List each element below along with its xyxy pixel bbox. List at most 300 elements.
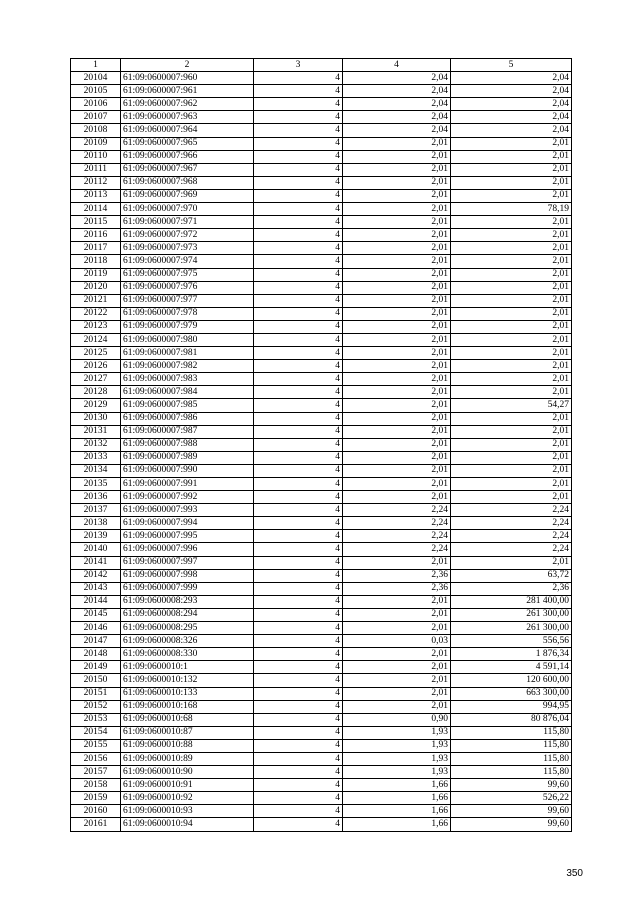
cadastral-number-cell: 61:09:0600007:962 bbox=[121, 98, 254, 111]
row-index-cell: 20154 bbox=[71, 726, 121, 739]
column-5-cell: 1 876,34 bbox=[451, 648, 572, 661]
column-5-cell: 2,01 bbox=[451, 478, 572, 491]
column-4-cell: 2,04 bbox=[343, 124, 451, 137]
cadastral-number-cell: 61:09:0600007:989 bbox=[121, 451, 254, 464]
column-4-cell: 2,04 bbox=[343, 98, 451, 111]
row-index-cell: 20134 bbox=[71, 464, 121, 477]
row-index-cell: 20106 bbox=[71, 98, 121, 111]
row-index-cell: 20153 bbox=[71, 713, 121, 726]
cadastral-number-cell: 61:09:0600010:89 bbox=[121, 752, 254, 765]
table-row bbox=[71, 150, 572, 163]
table-row bbox=[71, 425, 572, 438]
column-3-cell: 4 bbox=[254, 320, 343, 333]
table-row bbox=[71, 124, 572, 137]
column-5-cell: 2,24 bbox=[451, 543, 572, 556]
cadastral-number-cell: 61:09:0600007:982 bbox=[121, 360, 254, 373]
cadastral-number-cell: 61:09:0600007:980 bbox=[121, 333, 254, 346]
table-row bbox=[71, 582, 572, 595]
column-3-cell: 4 bbox=[254, 556, 343, 569]
column-4-cell: 1,66 bbox=[343, 779, 451, 792]
column-5-cell: 115,80 bbox=[451, 726, 572, 739]
column-3-cell: 4 bbox=[254, 582, 343, 595]
row-index-cell: 20125 bbox=[71, 347, 121, 360]
column-3-cell: 4 bbox=[254, 150, 343, 163]
column-4-cell: 2,04 bbox=[343, 72, 451, 85]
column-4-cell: 2,01 bbox=[343, 595, 451, 608]
cadastral-number-cell: 61:09:0600008:293 bbox=[121, 595, 254, 608]
table-row bbox=[71, 189, 572, 202]
column-3-cell: 4 bbox=[254, 622, 343, 635]
column-4-cell: 0,03 bbox=[343, 635, 451, 648]
column-4-cell: 2,01 bbox=[343, 176, 451, 189]
column-header-1: 1 bbox=[71, 59, 121, 72]
table-header-row bbox=[71, 59, 572, 72]
column-5-cell: 261 300,00 bbox=[451, 608, 572, 621]
column-4-cell: 2,01 bbox=[343, 137, 451, 150]
table-row bbox=[71, 464, 572, 477]
row-index-cell: 20160 bbox=[71, 805, 121, 818]
table-row bbox=[71, 229, 572, 242]
cadastral-number-cell: 61:09:0600007:981 bbox=[121, 347, 254, 360]
column-4-cell: 1,93 bbox=[343, 726, 451, 739]
column-5-cell: 2,24 bbox=[451, 530, 572, 543]
column-3-cell: 4 bbox=[254, 478, 343, 491]
column-5-cell: 2,24 bbox=[451, 517, 572, 530]
row-index-cell: 20116 bbox=[71, 229, 121, 242]
cadastral-number-cell: 61:09:0600010:92 bbox=[121, 792, 254, 805]
column-5-cell: 2,01 bbox=[451, 294, 572, 307]
row-index-cell: 20113 bbox=[71, 189, 121, 202]
row-index-cell: 20157 bbox=[71, 766, 121, 779]
column-5-cell: 2,01 bbox=[451, 137, 572, 150]
cadastral-number-cell: 61:09:0600007:991 bbox=[121, 478, 254, 491]
row-index-cell: 20148 bbox=[71, 648, 121, 661]
column-4-cell: 0,90 bbox=[343, 713, 451, 726]
column-5-cell: 261 300,00 bbox=[451, 622, 572, 635]
table-row bbox=[71, 216, 572, 229]
column-5-cell: 2,24 bbox=[451, 504, 572, 517]
column-4-cell: 2,01 bbox=[343, 700, 451, 713]
column-5-cell: 99,60 bbox=[451, 779, 572, 792]
column-5-cell: 2,36 bbox=[451, 582, 572, 595]
column-3-cell: 4 bbox=[254, 163, 343, 176]
column-4-cell: 2,01 bbox=[343, 491, 451, 504]
row-index-cell: 20121 bbox=[71, 294, 121, 307]
row-index-cell: 20159 bbox=[71, 792, 121, 805]
column-5-cell: 54,27 bbox=[451, 399, 572, 412]
cadastral-number-cell: 61:09:0600007:995 bbox=[121, 530, 254, 543]
cadastral-number-cell: 61:09:0600010:87 bbox=[121, 726, 254, 739]
column-3-cell: 4 bbox=[254, 347, 343, 360]
row-index-cell: 20118 bbox=[71, 255, 121, 268]
column-4-cell: 2,01 bbox=[343, 307, 451, 320]
column-5-cell: 2,01 bbox=[451, 360, 572, 373]
column-4-cell: 2,01 bbox=[343, 464, 451, 477]
column-5-cell: 2,04 bbox=[451, 124, 572, 137]
row-index-cell: 20127 bbox=[71, 373, 121, 386]
column-4-cell: 2,01 bbox=[343, 360, 451, 373]
column-4-cell: 1,66 bbox=[343, 805, 451, 818]
row-index-cell: 20142 bbox=[71, 569, 121, 582]
column-3-cell: 4 bbox=[254, 530, 343, 543]
column-5-cell: 99,60 bbox=[451, 805, 572, 818]
column-5-cell: 2,01 bbox=[451, 150, 572, 163]
cadastral-number-cell: 61:09:0600007:963 bbox=[121, 111, 254, 124]
column-3-cell: 4 bbox=[254, 255, 343, 268]
row-index-cell: 20149 bbox=[71, 661, 121, 674]
column-4-cell: 1,66 bbox=[343, 792, 451, 805]
row-index-cell: 20138 bbox=[71, 517, 121, 530]
cadastral-number-cell: 61:09:0600007:968 bbox=[121, 176, 254, 189]
table-row bbox=[71, 320, 572, 333]
column-3-cell: 4 bbox=[254, 189, 343, 202]
column-3-cell: 4 bbox=[254, 399, 343, 412]
column-4-cell: 2,01 bbox=[343, 687, 451, 700]
table-row bbox=[71, 347, 572, 360]
cadastral-number-cell: 61:09:0600007:971 bbox=[121, 216, 254, 229]
row-index-cell: 20152 bbox=[71, 700, 121, 713]
column-3-cell: 4 bbox=[254, 98, 343, 111]
column-4-cell: 2,01 bbox=[343, 451, 451, 464]
table-row bbox=[71, 766, 572, 779]
column-4-cell: 2,01 bbox=[343, 320, 451, 333]
row-index-cell: 20158 bbox=[71, 779, 121, 792]
column-4-cell: 2,01 bbox=[343, 242, 451, 255]
row-index-cell: 20139 bbox=[71, 530, 121, 543]
cadastral-number-cell: 61:09:0600007:994 bbox=[121, 517, 254, 530]
cadastral-number-cell: 61:09:0600010:133 bbox=[121, 687, 254, 700]
column-3-cell: 4 bbox=[254, 242, 343, 255]
table-row bbox=[71, 595, 572, 608]
row-index-cell: 20120 bbox=[71, 281, 121, 294]
column-3-cell: 4 bbox=[254, 412, 343, 425]
column-header-5: 5 bbox=[451, 59, 572, 72]
column-3-cell: 4 bbox=[254, 425, 343, 438]
table-row bbox=[71, 792, 572, 805]
column-5-cell: 2,01 bbox=[451, 491, 572, 504]
table-body bbox=[71, 72, 572, 831]
column-5-cell: 115,80 bbox=[451, 766, 572, 779]
row-index-cell: 20133 bbox=[71, 451, 121, 464]
column-4-cell: 2,01 bbox=[343, 674, 451, 687]
column-3-cell: 4 bbox=[254, 438, 343, 451]
row-index-cell: 20107 bbox=[71, 111, 121, 124]
column-4-cell: 2,01 bbox=[343, 163, 451, 176]
table-row bbox=[71, 674, 572, 687]
cadastral-number-cell: 61:09:0600010:93 bbox=[121, 805, 254, 818]
table-row bbox=[71, 504, 572, 517]
cadastral-number-cell: 61:09:0600007:961 bbox=[121, 85, 254, 98]
table-row bbox=[71, 176, 572, 189]
column-4-cell: 2,24 bbox=[343, 517, 451, 530]
table-row bbox=[71, 137, 572, 150]
cadastral-number-cell: 61:09:0600007:998 bbox=[121, 569, 254, 582]
table-row bbox=[71, 556, 572, 569]
column-3-cell: 4 bbox=[254, 543, 343, 556]
column-4-cell: 2,01 bbox=[343, 281, 451, 294]
column-5-cell: 2,04 bbox=[451, 72, 572, 85]
column-5-cell: 2,01 bbox=[451, 373, 572, 386]
column-5-cell: 2,01 bbox=[451, 425, 572, 438]
table-row bbox=[71, 373, 572, 386]
row-index-cell: 20128 bbox=[71, 386, 121, 399]
column-5-cell: 2,01 bbox=[451, 347, 572, 360]
column-4-cell: 2,01 bbox=[343, 608, 451, 621]
table-row bbox=[71, 622, 572, 635]
column-4-cell: 2,24 bbox=[343, 530, 451, 543]
column-5-cell: 2,01 bbox=[451, 438, 572, 451]
table-row bbox=[71, 72, 572, 85]
column-5-cell: 2,01 bbox=[451, 281, 572, 294]
column-4-cell: 2,01 bbox=[343, 478, 451, 491]
column-4-cell: 2,01 bbox=[343, 255, 451, 268]
column-5-cell: 80 876,04 bbox=[451, 713, 572, 726]
column-3-cell: 4 bbox=[254, 85, 343, 98]
column-5-cell: 63,72 bbox=[451, 569, 572, 582]
column-4-cell: 2,36 bbox=[343, 582, 451, 595]
row-index-cell: 20131 bbox=[71, 425, 121, 438]
column-4-cell: 2,01 bbox=[343, 333, 451, 346]
column-4-cell: 2,01 bbox=[343, 412, 451, 425]
column-3-cell: 4 bbox=[254, 294, 343, 307]
table-row bbox=[71, 242, 572, 255]
cadastral-number-cell: 61:09:0600007:978 bbox=[121, 307, 254, 320]
row-index-cell: 20147 bbox=[71, 635, 121, 648]
cadastral-number-cell: 61:09:0600007:984 bbox=[121, 386, 254, 399]
row-index-cell: 20135 bbox=[71, 478, 121, 491]
column-4-cell: 2,01 bbox=[343, 648, 451, 661]
cadastral-number-cell: 61:09:0600007:972 bbox=[121, 229, 254, 242]
cadastral-number-cell: 61:09:0600007:973 bbox=[121, 242, 254, 255]
page-number: 350 bbox=[566, 868, 583, 879]
column-4-cell: 2,01 bbox=[343, 150, 451, 163]
column-5-cell: 2,01 bbox=[451, 464, 572, 477]
row-index-cell: 20151 bbox=[71, 687, 121, 700]
cadastral-number-cell: 61:09:0600007:997 bbox=[121, 556, 254, 569]
column-5-cell: 2,01 bbox=[451, 556, 572, 569]
row-index-cell: 20108 bbox=[71, 124, 121, 137]
cadastral-number-cell: 61:09:0600007:992 bbox=[121, 491, 254, 504]
column-4-cell: 2,04 bbox=[343, 85, 451, 98]
cadastral-number-cell: 61:09:0600007:965 bbox=[121, 137, 254, 150]
column-5-cell: 115,80 bbox=[451, 752, 572, 765]
column-4-cell: 2,01 bbox=[343, 268, 451, 281]
table-row bbox=[71, 569, 572, 582]
column-5-cell: 281 400,00 bbox=[451, 595, 572, 608]
column-3-cell: 4 bbox=[254, 726, 343, 739]
column-5-cell: 2,04 bbox=[451, 111, 572, 124]
column-3-cell: 4 bbox=[254, 595, 343, 608]
row-index-cell: 20109 bbox=[71, 137, 121, 150]
row-index-cell: 20140 bbox=[71, 543, 121, 556]
cadastral-number-cell: 61:09:0600010:88 bbox=[121, 739, 254, 752]
column-5-cell: 4 591,14 bbox=[451, 661, 572, 674]
row-index-cell: 20111 bbox=[71, 163, 121, 176]
row-index-cell: 20129 bbox=[71, 399, 121, 412]
column-3-cell: 4 bbox=[254, 674, 343, 687]
cadastral-number-cell: 61:09:0600007:999 bbox=[121, 582, 254, 595]
row-index-cell: 20124 bbox=[71, 333, 121, 346]
column-5-cell: 2,01 bbox=[451, 229, 572, 242]
column-4-cell: 2,01 bbox=[343, 425, 451, 438]
table-row bbox=[71, 700, 572, 713]
table-row bbox=[71, 386, 572, 399]
cadastral-number-cell: 61:09:0600008:295 bbox=[121, 622, 254, 635]
column-3-cell: 4 bbox=[254, 203, 343, 216]
table-row bbox=[71, 412, 572, 425]
row-index-cell: 20141 bbox=[71, 556, 121, 569]
column-4-cell: 2,01 bbox=[343, 229, 451, 242]
table-row bbox=[71, 268, 572, 281]
row-index-cell: 20143 bbox=[71, 582, 121, 595]
column-5-cell: 2,01 bbox=[451, 268, 572, 281]
row-index-cell: 20115 bbox=[71, 216, 121, 229]
column-5-cell: 78,19 bbox=[451, 203, 572, 216]
column-5-cell: 556,56 bbox=[451, 635, 572, 648]
column-5-cell: 99,60 bbox=[451, 818, 572, 831]
column-3-cell: 4 bbox=[254, 779, 343, 792]
table-row bbox=[71, 399, 572, 412]
table-row bbox=[71, 307, 572, 320]
table-row bbox=[71, 608, 572, 621]
data-table bbox=[70, 58, 572, 832]
column-3-cell: 4 bbox=[254, 72, 343, 85]
column-4-cell: 2,01 bbox=[343, 438, 451, 451]
cadastral-number-cell: 61:09:0600007:976 bbox=[121, 281, 254, 294]
cadastral-number-cell: 61:09:0600010:68 bbox=[121, 713, 254, 726]
row-index-cell: 20122 bbox=[71, 307, 121, 320]
column-3-cell: 4 bbox=[254, 333, 343, 346]
table-row bbox=[71, 739, 572, 752]
cadastral-number-cell: 61:09:0600007:967 bbox=[121, 163, 254, 176]
cadastral-number-cell: 61:09:0600007:970 bbox=[121, 203, 254, 216]
table-row bbox=[71, 752, 572, 765]
column-3-cell: 4 bbox=[254, 281, 343, 294]
cadastral-number-cell: 61:09:0600007:996 bbox=[121, 543, 254, 556]
column-3-cell: 4 bbox=[254, 373, 343, 386]
table-row bbox=[71, 517, 572, 530]
table-row bbox=[71, 478, 572, 491]
table-row bbox=[71, 818, 572, 831]
column-3-cell: 4 bbox=[254, 818, 343, 831]
column-3-cell: 4 bbox=[254, 700, 343, 713]
cadastral-number-cell: 61:09:0600008:330 bbox=[121, 648, 254, 661]
row-index-cell: 20132 bbox=[71, 438, 121, 451]
column-4-cell: 2,01 bbox=[343, 386, 451, 399]
column-3-cell: 4 bbox=[254, 176, 343, 189]
table-row bbox=[71, 543, 572, 556]
cadastral-number-cell: 61:09:0600007:964 bbox=[121, 124, 254, 137]
row-index-cell: 20130 bbox=[71, 412, 121, 425]
cadastral-number-cell: 61:09:0600007:983 bbox=[121, 373, 254, 386]
column-5-cell: 120 600,00 bbox=[451, 674, 572, 687]
column-3-cell: 4 bbox=[254, 124, 343, 137]
column-4-cell: 2,01 bbox=[343, 661, 451, 674]
table-row bbox=[71, 713, 572, 726]
column-3-cell: 4 bbox=[254, 713, 343, 726]
cadastral-number-cell: 61:09:0600007:974 bbox=[121, 255, 254, 268]
column-3-cell: 4 bbox=[254, 268, 343, 281]
row-index-cell: 20126 bbox=[71, 360, 121, 373]
table-row bbox=[71, 530, 572, 543]
cadastral-number-cell: 61:09:0600007:993 bbox=[121, 504, 254, 517]
row-index-cell: 20150 bbox=[71, 674, 121, 687]
column-5-cell: 2,04 bbox=[451, 85, 572, 98]
column-5-cell: 2,01 bbox=[451, 255, 572, 268]
column-4-cell: 1,93 bbox=[343, 766, 451, 779]
column-4-cell: 2,04 bbox=[343, 111, 451, 124]
row-index-cell: 20104 bbox=[71, 72, 121, 85]
column-4-cell: 2,01 bbox=[343, 347, 451, 360]
column-5-cell: 2,01 bbox=[451, 386, 572, 399]
cadastral-number-cell: 61:09:0600007:977 bbox=[121, 294, 254, 307]
column-4-cell: 2,36 bbox=[343, 569, 451, 582]
column-5-cell: 2,01 bbox=[451, 176, 572, 189]
column-4-cell: 1,93 bbox=[343, 752, 451, 765]
column-3-cell: 4 bbox=[254, 360, 343, 373]
table-row bbox=[71, 805, 572, 818]
row-index-cell: 20161 bbox=[71, 818, 121, 831]
column-4-cell: 2,24 bbox=[343, 543, 451, 556]
row-index-cell: 20137 bbox=[71, 504, 121, 517]
column-4-cell: 1,93 bbox=[343, 739, 451, 752]
column-3-cell: 4 bbox=[254, 608, 343, 621]
table-row bbox=[71, 438, 572, 451]
table-row bbox=[71, 111, 572, 124]
column-5-cell: 2,01 bbox=[451, 163, 572, 176]
column-3-cell: 4 bbox=[254, 517, 343, 530]
cadastral-number-cell: 61:09:0600007:987 bbox=[121, 425, 254, 438]
column-5-cell: 2,01 bbox=[451, 333, 572, 346]
column-4-cell: 2,01 bbox=[343, 399, 451, 412]
cadastral-number-cell: 61:09:0600007:975 bbox=[121, 268, 254, 281]
column-4-cell: 2,01 bbox=[343, 556, 451, 569]
table-row bbox=[71, 163, 572, 176]
cadastral-number-cell: 61:09:0600007:966 bbox=[121, 150, 254, 163]
table-row bbox=[71, 255, 572, 268]
column-5-cell: 2,01 bbox=[451, 242, 572, 255]
cadastral-number-cell: 61:09:0600007:969 bbox=[121, 189, 254, 202]
column-3-cell: 4 bbox=[254, 766, 343, 779]
row-index-cell: 20123 bbox=[71, 320, 121, 333]
column-3-cell: 4 bbox=[254, 216, 343, 229]
column-5-cell: 663 300,00 bbox=[451, 687, 572, 700]
cadastral-number-cell: 61:09:0600007:960 bbox=[121, 72, 254, 85]
column-3-cell: 4 bbox=[254, 661, 343, 674]
column-5-cell: 2,01 bbox=[451, 189, 572, 202]
column-3-cell: 4 bbox=[254, 805, 343, 818]
table-row bbox=[71, 635, 572, 648]
table-row bbox=[71, 451, 572, 464]
column-5-cell: 526,22 bbox=[451, 792, 572, 805]
column-3-cell: 4 bbox=[254, 687, 343, 700]
column-header-4: 4 bbox=[343, 59, 451, 72]
table-row bbox=[71, 687, 572, 700]
column-4-cell: 2,01 bbox=[343, 622, 451, 635]
cadastral-number-cell: 61:09:0600007:985 bbox=[121, 399, 254, 412]
table-row bbox=[71, 648, 572, 661]
column-3-cell: 4 bbox=[254, 491, 343, 504]
column-4-cell: 2,01 bbox=[343, 216, 451, 229]
column-3-cell: 4 bbox=[254, 792, 343, 805]
column-3-cell: 4 bbox=[254, 569, 343, 582]
column-3-cell: 4 bbox=[254, 635, 343, 648]
column-5-cell: 2,01 bbox=[451, 451, 572, 464]
cadastral-number-cell: 61:09:0600010:168 bbox=[121, 700, 254, 713]
column-3-cell: 4 bbox=[254, 752, 343, 765]
table-row bbox=[71, 294, 572, 307]
column-header-3: 3 bbox=[254, 59, 343, 72]
